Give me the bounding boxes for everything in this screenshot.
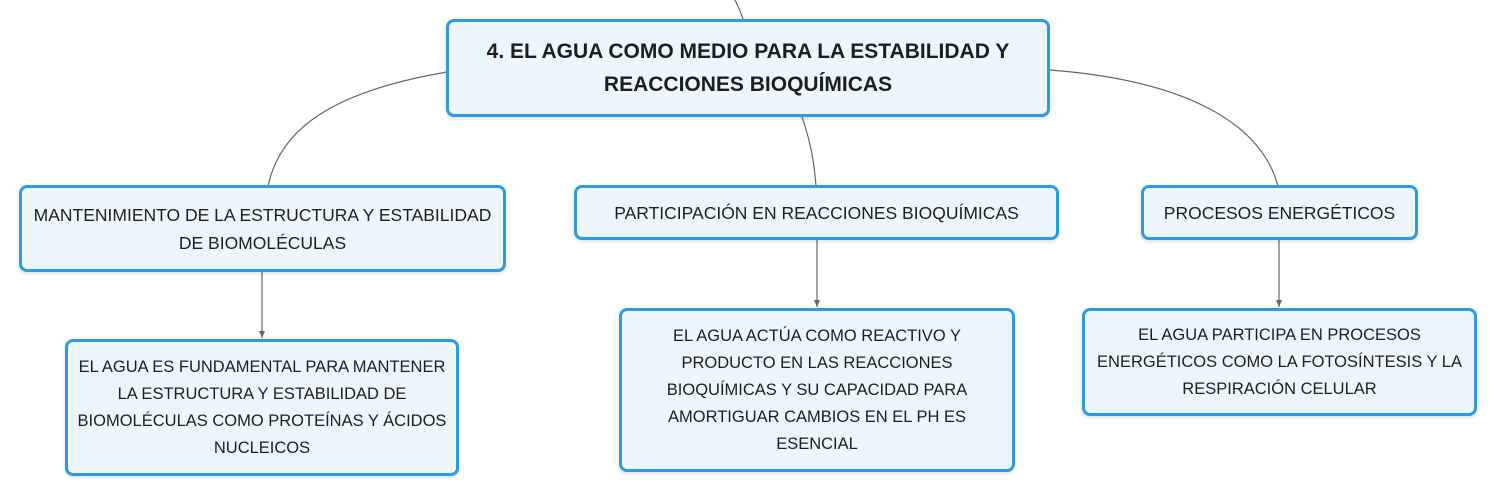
connector-parent: [735, 0, 743, 19]
subtopic-label: PARTICIPACIÓN EN REACCIONES BIOQUÍMICAS: [614, 202, 1019, 223]
subtopic-node-structure-stability[interactable]: [19, 185, 506, 272]
detail-text: EL AGUA ES FUNDAMENTAL PARA MANTENER LA ESTRUCTURA Y ESTABILIDAD DE BIOMOLÉCULAS COMO PROTEÍNAS Y ÁCIDOS NUCLEICOS: [77, 357, 447, 457]
central-topic-node[interactable]: [446, 19, 1050, 117]
subtopic-label: MANTENIMIENTO DE LA ESTRUCTURA Y ESTABILIDAD DE BIOMOLÉCULAS: [33, 204, 492, 253]
detail-text: EL AGUA ACTÚA COMO REACTIVO Y PRODUCTO EN LAS REACCIONES BIOQUÍMICAS Y SU CAPACIDAD PARA AMORTIGUAR CAMBIOS EN EL PH ES ESENCIAL: [666, 326, 968, 453]
subtopic-label: PROCESOS ENERGÉTICOS: [1163, 202, 1396, 223]
detail-node-energy-processes[interactable]: [1082, 308, 1477, 416]
detail-node-biochemical-reactions[interactable]: [619, 308, 1015, 472]
connector-main-to-subtopic-1: [268, 72, 447, 186]
central-topic-label: 4. EL AGUA COMO MEDIO PARA LA ESTABILIDAD Y REACCIONES BIOQUÍMICAS: [486, 40, 1010, 96]
detail-text: EL AGUA PARTICIPA EN PROCESOS ENERGÉTICOS COMO LA FOTOSÍNTESIS Y LA RESPIRACIÓN CELULAR: [1097, 325, 1462, 398]
subtopic-node-energy-processes[interactable]: [1141, 185, 1418, 240]
connector-main-to-subtopic-3: [1050, 70, 1278, 186]
subtopic-node-biochemical-reactions[interactable]: [574, 185, 1059, 240]
detail-node-structure-stability[interactable]: [65, 339, 459, 476]
connector-main-to-subtopic-2: [802, 117, 816, 186]
